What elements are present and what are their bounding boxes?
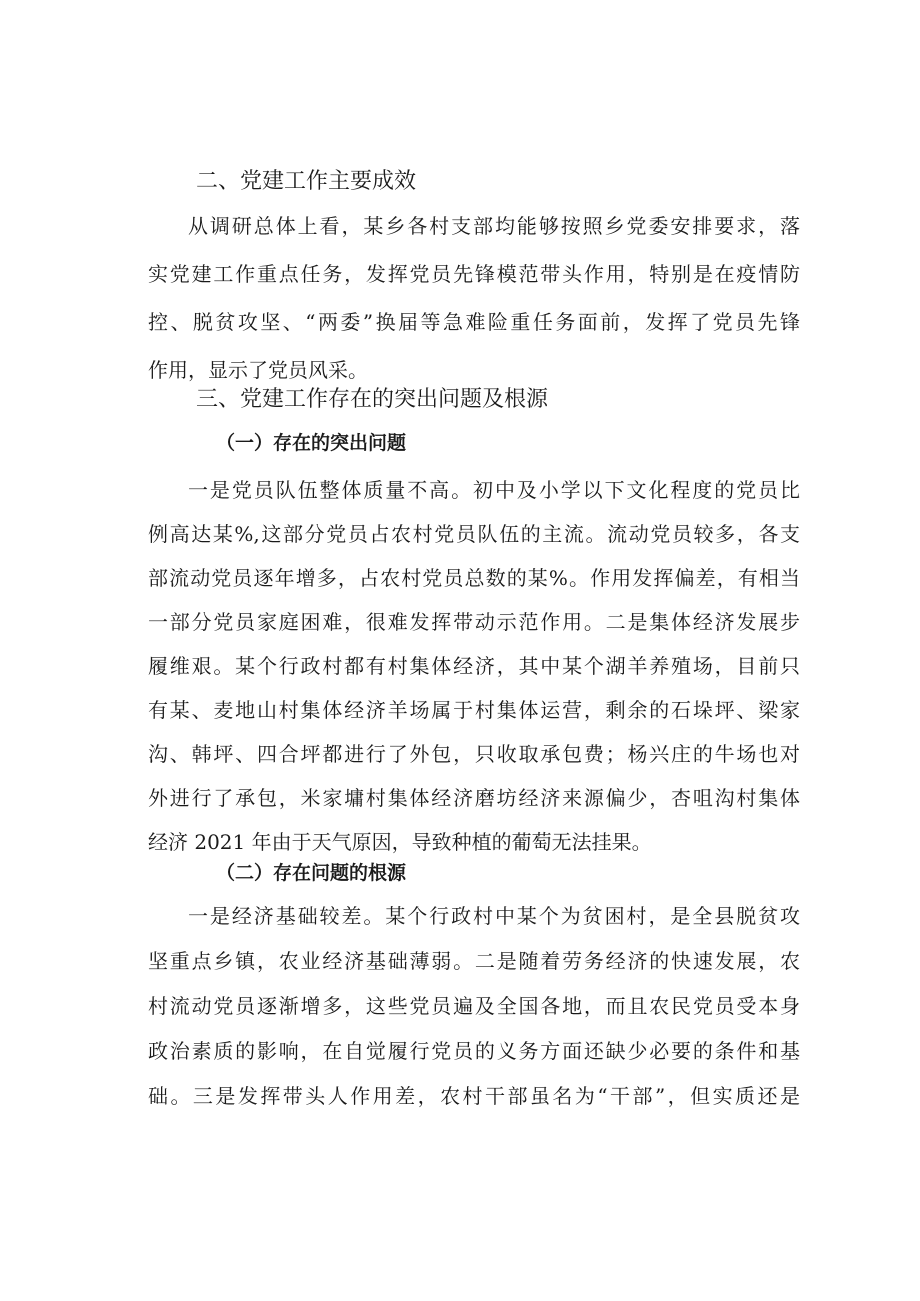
subsection-1-paragraph	[148, 475, 800, 857]
paragraph-line: 经济 2021 年由于天气原因，导致种植的葡萄无法挂果。	[148, 830, 652, 854]
paragraph-line: 例高达某%,这部分党员占农村党员队伍的主流。流动党员较多，各支	[148, 522, 800, 546]
section-3-heading: 三、党建工作存在的突出问题及根源	[196, 387, 549, 412]
paragraph-line: 作用，显示了党员风采。	[148, 358, 368, 382]
paragraph-line: 一是党员队伍整体质量不高。初中及小学以下文化程度的党员比	[188, 478, 800, 502]
paragraph-line: 一部分党员家庭困难，很难发挥带动示范作用。二是集体经济发展步	[148, 610, 800, 634]
section-3-sub-2	[148, 858, 800, 888]
paragraph-line: 础。三是发挥带头人作用差，农村干部虽名为“干部”，但实质还是	[148, 1084, 800, 1108]
section-2-paragraph	[148, 211, 800, 385]
section-2	[148, 167, 800, 197]
paragraph-line: 一是经济基础较差。某个行政村中某个为贫困村，是全县脱贫攻	[188, 904, 800, 928]
paragraph-line: 外进行了承包，米家墉村集体经济磨坊经济来源偏少，杏咀沟村集体	[148, 786, 800, 810]
paragraph-line: 坚重点乡镇，农业经济基础薄弱。二是随着劳务经济的快速发展，农	[148, 949, 800, 973]
paragraph-line: 从调研总体上看，某乡各村支部均能够按照乡党委安排要求，落	[188, 214, 800, 238]
paragraph-line: 履维艰。某个行政村都有村集体经济，其中某个湖羊养殖场，目前只	[148, 654, 800, 678]
paragraph-line: 有某、麦地山村集体经济羊场属于村集体运营，剩余的石垛坪、梁家	[148, 698, 800, 722]
subsection-1-heading: （一）存在的突出问题	[216, 432, 407, 454]
paragraph-line: 部流动党员逐年增多，占农村党员总数的某%。作用发挥偏差，有相当	[148, 566, 800, 590]
section-2-heading: 二、党建工作主要成效	[196, 169, 417, 194]
paragraph-line: 实党建工作重点任务，发挥党员先锋模范带头作用，特别是在疫情防	[148, 262, 800, 286]
section-3	[148, 385, 800, 415]
subsection-2-heading: （二）存在问题的根源	[216, 862, 407, 884]
paragraph-line: 控、脱贫攻坚、“两委”换届等急难险重任务面前，发挥了党员先锋	[148, 310, 800, 334]
paragraph-line: 政治素质的影响，在自觉履行党员的义务方面还缺少必要的条件和基	[148, 1039, 800, 1063]
paragraph-line: 沟、韩坪、四合坪都进行了外包，只收取承包费；杨兴庄的牛场也对	[148, 742, 800, 766]
subsection-2-paragraph	[148, 901, 800, 1111]
section-3-sub-1	[148, 428, 800, 458]
paragraph-line: 村流动党员逐渐增多，这些党员遍及全国各地，而且农民党员受本身	[148, 994, 800, 1018]
